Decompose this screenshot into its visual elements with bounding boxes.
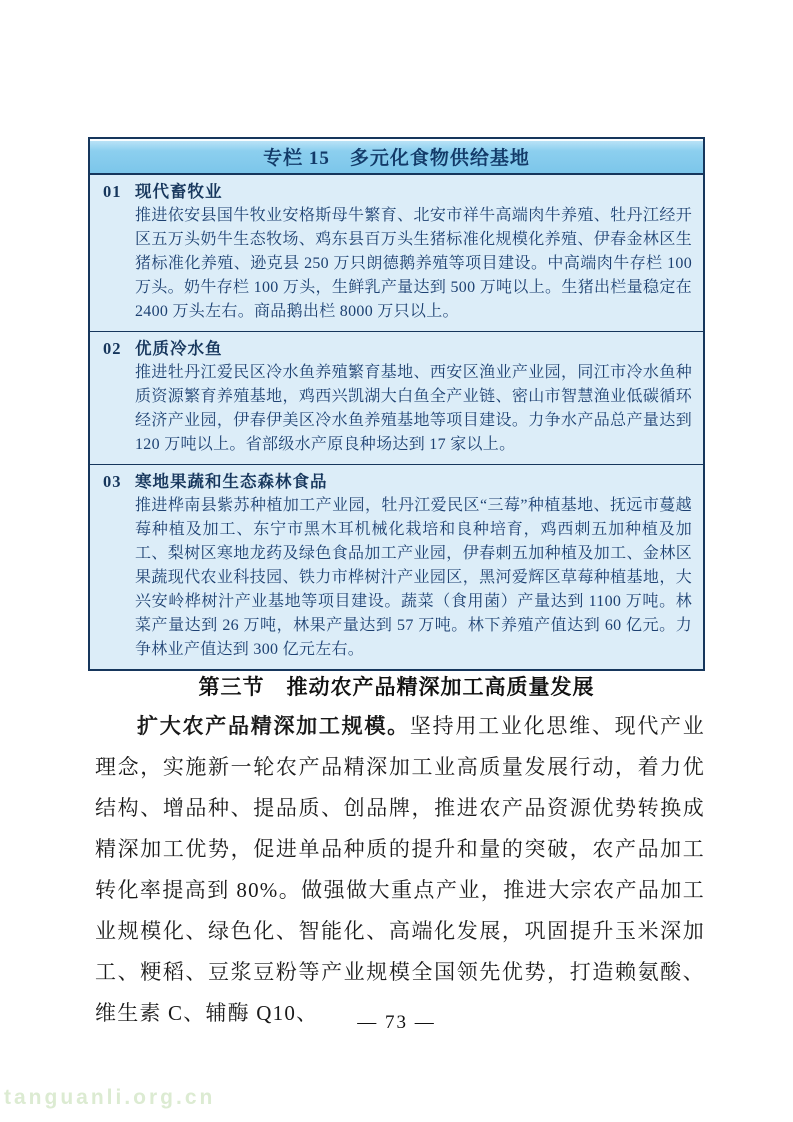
page-number: — 73 — [357,1012,436,1033]
watermark-text: tanguanli.org.cn [4,1086,216,1109]
infobox-section-2 [90,332,703,465]
infobox-section-2-head [90,332,703,360]
section-heading: 寒地果蔬和生态森林食品 [135,472,328,491]
section-number: 03 [103,472,122,491]
section-body-text: 推进依安县国牛牧业安格斯母牛繁育、北安市祥牛高端肉牛养殖、牡丹江经开区五万头奶牛生态牧场、鸡东县百万头生猪标准化规模化养殖、伊春金林区生猪标准化养殖、逊克县 250 万只朗德鹅养殖等项目建设。中高端肉牛存栏 100 万头。奶牛存栏 100 万头，生鲜乳产量达到 500 万吨以上。生猪出栏量稳定在 2400 万头左右。商品鹅出栏 8000 万只以上。 [135,207,692,320]
infobox-title: 专栏 15 多元化食物供给基地 [90,139,703,175]
section-body-text: 推进牡丹江爱民区冷水鱼养殖繁育基地、西安区渔业产业园，同江市冷水鱼种质资源繁育养殖基地，鸡西兴凯湖大白鱼全产业链、密山市智慧渔业低碳循环经济产业园，伊春伊美区冷水鱼养殖基地等项目建设。力争水产品总产量达到 120 万吨以上。省部级水产原良种场达到 17 家以上。 [135,364,692,453]
infobox-section-1 [90,175,703,332]
infobox-section-3 [90,465,703,669]
infobox-section-3-head [90,465,703,493]
section-heading: 优质冷水鱼 [135,339,223,358]
chapter-section-heading: 第三节 推动农产品精深加工高质量发展 [198,675,595,699]
infobox-column-15 [88,137,705,671]
body-paragraph [95,706,705,1034]
paragraph-lead-bold: 扩大农产品精深加工规模。 [137,714,410,738]
section-number: 02 [103,339,122,358]
paragraph-text: 坚持用工业化思维、现代产业理念，实施新一轮农产品精深加工业高质量发展行动，着力优结构、增品种、提品质、创品牌，推进农产品资源优势转换成精深加工优势，促进单品种质的提升和量的突破，农产品加工转化率提高到 80%。做强做大重点产业，推进大宗农产品加工业规模化、绿色化、智能化、高端化发展，巩固提升玉米深加工、粳稻、豆浆豆粉等产业规模全国领先优势，打造赖氨酸、维生素 C、辅酶 Q10、 [95,714,705,1025]
section-heading: 现代畜牧业 [135,182,223,201]
section-body-text: 推进桦南县紫苏种植加工产业园，牡丹江爱民区“三莓”种植基地、抚远市蔓越莓种植及加工、东宁市黑木耳机械化栽培和良种培育，鸡西刺五加种植及加工、梨树区寒地龙药及绿色食品加工产业园，伊春刺五加种植及加工、金林区果蔬现代农业科技园、铁力市桦树汁产业园区，黑河爱辉区草莓种植基地，大兴安岭桦树汁产业基地等项目建设。蔬菜（食用菌）产量达到 1100 万吨。林菜产量达到 26 万吨，林果产量达到 57 万吨。林下养殖产值达到 60 亿元。力争林业产值达到 300 亿元左右。 [135,497,692,658]
section-number: 01 [103,182,122,201]
infobox-section-1-head [90,175,703,203]
